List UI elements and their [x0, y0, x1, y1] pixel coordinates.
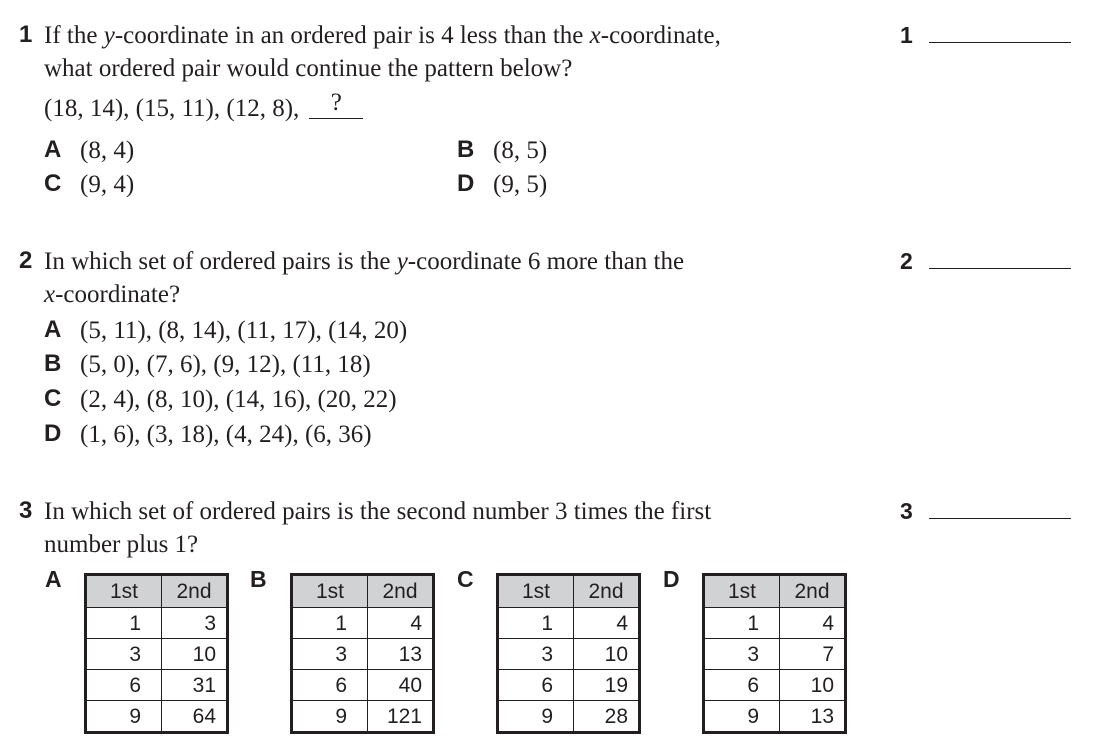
table-a-header-1st: 1st [86, 575, 162, 608]
question-2-text-line2: x-coordinate? [44, 281, 181, 308]
table-row: 1 4 [498, 608, 640, 639]
table-row: 1 4 [704, 608, 846, 639]
question-1-text-line2: what ordered pair would continue the pattern below? [44, 55, 573, 82]
table-row: 9 28 [498, 701, 640, 733]
table-row: 6 10 [704, 670, 846, 701]
question-1-pattern: (18, 14), (15, 11), (12, 8), ? [44, 96, 363, 121]
question-2-choice-b-letter: B [44, 350, 62, 377]
question-1-choice-b-text: (8, 5) [493, 137, 548, 164]
table-d-letter: D [663, 566, 680, 592]
question-2-choice-a-text: (5, 11), (8, 14), (11, 17), (14, 20) [80, 317, 408, 344]
question-1-choice-d-text: (9, 5) [493, 171, 548, 198]
question-2-choice-a-letter: A [44, 316, 62, 343]
table-c-header-2nd: 2nd [574, 575, 640, 608]
table-b-header-2nd: 2nd [368, 575, 434, 608]
table-b-header-1st: 1st [292, 575, 368, 608]
answer-2-line[interactable] [929, 268, 1071, 269]
table-a-header-2nd: 2nd [162, 575, 228, 608]
question-2-choice-b-text: (5, 0), (7, 6), (9, 12), (11, 18) [80, 351, 371, 378]
question-2-choice-d-text: (1, 6), (3, 18), (4, 24), (6, 36) [80, 421, 372, 448]
table-row: 1 4 [292, 608, 434, 639]
table-c-letter: C [457, 566, 474, 592]
table-row: 6 40 [292, 670, 434, 701]
question-2-text-line1: In which set of ordered pairs is the y-coordinate 6 more than the [44, 248, 685, 275]
table-d-header-2nd: 2nd [780, 575, 846, 608]
question-1-choice-a-text: (8, 4) [80, 137, 135, 164]
question-2-number: 2 [19, 247, 33, 274]
table-d-header-1st: 1st [704, 575, 780, 608]
table-b [290, 573, 435, 734]
table-a-letter: A [45, 566, 62, 592]
table-row: 3 10 [498, 639, 640, 670]
question-1-blank: ? [309, 96, 363, 116]
table-c [496, 573, 641, 734]
question-3-text-line1: In which set of ordered pairs is the second number 3 times the first [44, 498, 712, 525]
answer-1-label: 1 [900, 22, 913, 48]
question-1-choice-c-letter: C [44, 170, 62, 197]
table-row: 3 10 [86, 639, 228, 670]
answer-3-label: 3 [900, 498, 913, 524]
question-3-text-line2: number plus 1? [44, 531, 199, 558]
table-row: 6 31 [86, 670, 228, 701]
question-3-number: 3 [19, 497, 33, 524]
table-row: 9 13 [704, 701, 846, 733]
table-c-header-1st: 1st [498, 575, 574, 608]
table-row: 1 3 [86, 608, 228, 639]
question-2-choice-c-letter: C [44, 385, 62, 412]
table-d [702, 573, 847, 734]
table-row: 3 7 [704, 639, 846, 670]
question-1-choice-b-letter: B [457, 136, 475, 163]
question-2-choice-c-text: (2, 4), (8, 10), (14, 16), (20, 22) [80, 386, 397, 413]
question-2-choice-d-letter: D [44, 420, 62, 447]
question-1-choice-d-letter: D [457, 170, 475, 197]
question-1-choice-c-text: (9, 4) [80, 171, 135, 198]
answer-2-label: 2 [900, 248, 913, 274]
table-a [84, 573, 229, 734]
table-row: 6 19 [498, 670, 640, 701]
table-row: 9 121 [292, 701, 434, 733]
answer-1-line[interactable] [929, 42, 1071, 43]
table-row: 9 64 [86, 701, 228, 733]
question-1-number: 1 [19, 21, 33, 48]
table-b-letter: B [250, 566, 267, 592]
table-row: 3 13 [292, 639, 434, 670]
question-1-choice-a-letter: A [44, 136, 62, 163]
answer-3-line[interactable] [929, 518, 1071, 519]
question-1-text-line1: If the y-coordinate in an ordered pair is 4 less than the x-coordinate, [44, 22, 721, 49]
